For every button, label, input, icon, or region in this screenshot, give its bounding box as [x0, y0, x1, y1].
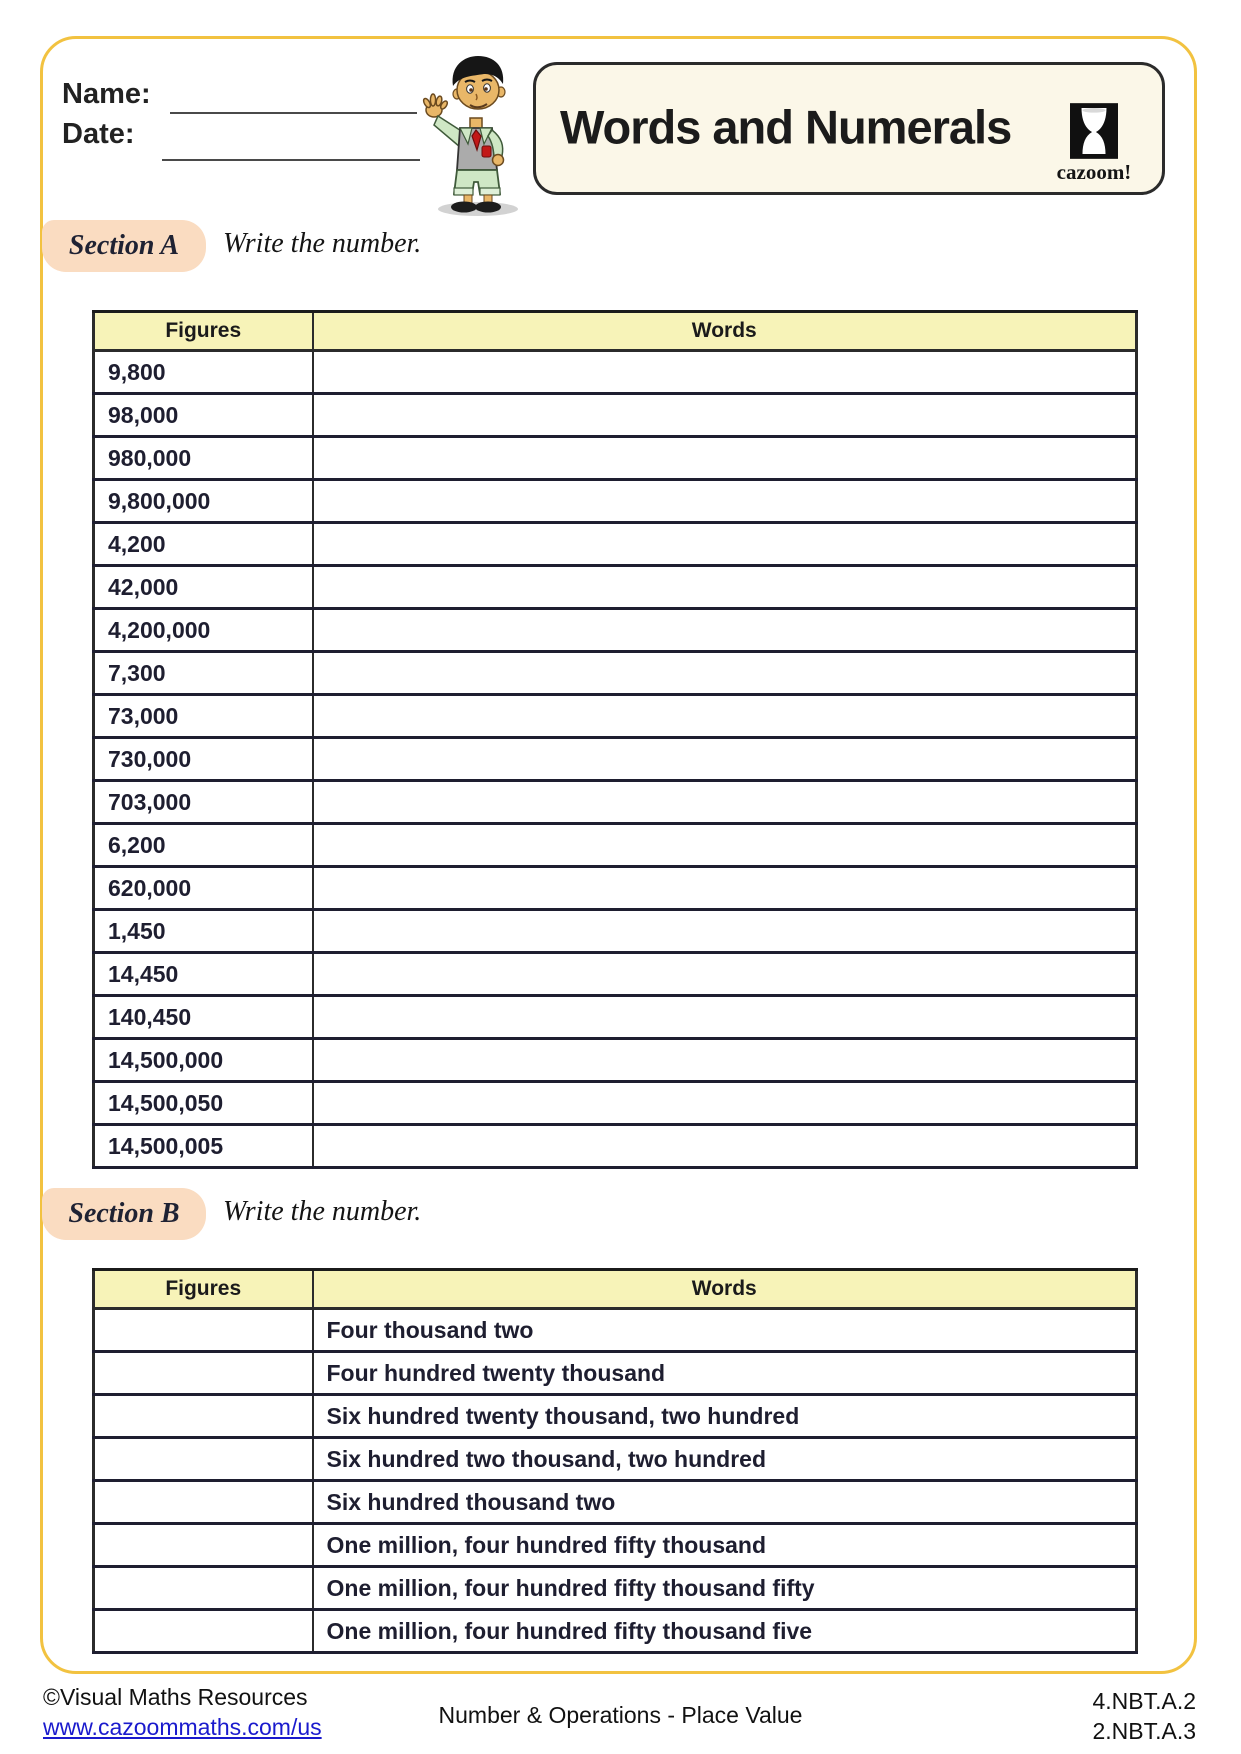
figures-cell[interactable]	[94, 1438, 313, 1481]
words-cell[interactable]	[313, 738, 1137, 781]
figures-cell: 14,450	[94, 953, 313, 996]
words-cell: Four thousand two	[313, 1309, 1137, 1352]
table-row	[94, 1567, 1137, 1610]
words-cell[interactable]	[313, 1082, 1137, 1125]
words-cell[interactable]	[313, 996, 1137, 1039]
section-a-table	[92, 310, 1138, 1169]
table-row	[94, 351, 1137, 394]
words-cell: Six hundred two thousand, two hundred	[313, 1438, 1137, 1481]
table-row	[94, 953, 1137, 996]
figures-cell[interactable]	[94, 1610, 313, 1653]
cazoom-goblet-icon	[1070, 103, 1118, 159]
figures-cell: 42,000	[94, 566, 313, 609]
section-a-label: Section A	[42, 220, 206, 272]
words-cell[interactable]	[313, 437, 1137, 480]
date-input-line[interactable]	[162, 159, 420, 161]
figures-cell: 9,800,000	[94, 480, 313, 523]
figures-cell[interactable]	[94, 1524, 313, 1567]
table-row	[94, 1524, 1137, 1567]
words-cell[interactable]	[313, 566, 1137, 609]
section-b-label: Section B	[42, 1188, 206, 1240]
words-cell[interactable]	[313, 824, 1137, 867]
table-row	[94, 523, 1137, 566]
words-cell[interactable]	[313, 652, 1137, 695]
table-row	[94, 781, 1137, 824]
table-row	[94, 867, 1137, 910]
section-b-table	[92, 1268, 1138, 1654]
figures-cell: 730,000	[94, 738, 313, 781]
words-cell[interactable]	[313, 351, 1137, 394]
figures-cell[interactable]	[94, 1481, 313, 1524]
figures-column-header: Figures	[94, 1270, 313, 1309]
words-cell[interactable]	[313, 1039, 1137, 1082]
figures-cell: 703,000	[94, 781, 313, 824]
figures-cell[interactable]	[94, 1352, 313, 1395]
table-row	[94, 1309, 1137, 1352]
figures-cell: 9,800	[94, 351, 313, 394]
words-cell: Four hundred twenty thousand	[313, 1352, 1137, 1395]
table-row	[94, 1395, 1137, 1438]
words-cell[interactable]	[313, 480, 1137, 523]
name-label: Name:	[62, 78, 151, 110]
table-row	[94, 910, 1137, 953]
words-cell[interactable]	[313, 910, 1137, 953]
standard-code: 4.NBT.A.2	[1092, 1688, 1196, 1714]
words-cell[interactable]	[313, 781, 1137, 824]
figures-cell[interactable]	[94, 1395, 313, 1438]
words-cell[interactable]	[313, 523, 1137, 566]
name-input-line[interactable]	[170, 112, 417, 114]
words-column-header: Words	[313, 312, 1137, 351]
title-box	[533, 62, 1165, 195]
words-cell[interactable]	[313, 953, 1137, 996]
words-cell: Six hundred thousand two	[313, 1481, 1137, 1524]
section-a-table-body	[94, 351, 1137, 1168]
figures-cell: 73,000	[94, 695, 313, 738]
figures-cell: 140,450	[94, 996, 313, 1039]
figures-cell: 6,200	[94, 824, 313, 867]
words-cell: One million, four hundred fifty thousand five	[313, 1610, 1137, 1653]
cazoom-logo	[1054, 103, 1134, 185]
table-row	[94, 1039, 1137, 1082]
table-row	[94, 738, 1137, 781]
table-row	[94, 1082, 1137, 1125]
table-row	[94, 1352, 1137, 1395]
figures-cell: 1,450	[94, 910, 313, 953]
date-label: Date:	[62, 118, 135, 150]
words-cell: One million, four hundred fifty thousand fifty	[313, 1567, 1137, 1610]
page-title: Words and Numerals	[560, 99, 1012, 153]
figures-cell: 980,000	[94, 437, 313, 480]
words-cell: Six hundred twenty thousand, two hundred	[313, 1395, 1137, 1438]
figures-cell: 14,500,000	[94, 1039, 313, 1082]
words-cell[interactable]	[313, 1125, 1137, 1168]
footer-topic-title: Number & Operations - Place Value	[438, 1702, 803, 1728]
cazoommaths-link[interactable]: www.cazoommaths.com/us	[43, 1714, 322, 1740]
table-row	[94, 394, 1137, 437]
words-cell[interactable]	[313, 609, 1137, 652]
words-column-header: Words	[313, 1270, 1137, 1309]
table-row	[94, 695, 1137, 738]
figures-cell: 7,300	[94, 652, 313, 695]
table-header-row	[94, 312, 1137, 351]
section-a-instruction: Write the number.	[223, 228, 422, 259]
words-cell: One million, four hundred fifty thousand	[313, 1524, 1137, 1567]
words-cell[interactable]	[313, 695, 1137, 738]
figures-cell[interactable]	[94, 1309, 313, 1352]
figures-cell: 14,500,050	[94, 1082, 313, 1125]
standard-code: 2.NBT.A.3	[1092, 1718, 1196, 1744]
table-row	[94, 566, 1137, 609]
figures-cell: 4,200,000	[94, 609, 313, 652]
cazoom-logo-text: cazoom!	[1056, 160, 1132, 184]
copyright-text: ©Visual Maths Resources	[43, 1684, 308, 1710]
table-row	[94, 437, 1137, 480]
cartoon-boy-illustration	[420, 48, 524, 218]
table-row	[94, 652, 1137, 695]
figures-cell[interactable]	[94, 1567, 313, 1610]
words-cell[interactable]	[313, 867, 1137, 910]
table-row	[94, 1125, 1137, 1168]
figures-cell: 98,000	[94, 394, 313, 437]
table-row	[94, 824, 1137, 867]
figures-cell: 14,500,005	[94, 1125, 313, 1168]
table-row	[94, 480, 1137, 523]
table-row	[94, 996, 1137, 1039]
section-b-instruction: Write the number.	[223, 1196, 422, 1227]
words-cell[interactable]	[313, 394, 1137, 437]
figures-column-header: Figures	[94, 312, 313, 351]
figures-cell: 620,000	[94, 867, 313, 910]
figures-cell: 4,200	[94, 523, 313, 566]
section-b-table-body	[94, 1309, 1137, 1653]
table-header-row	[94, 1270, 1137, 1309]
table-row	[94, 1438, 1137, 1481]
standards-codes	[1092, 1686, 1196, 1746]
table-row	[94, 1481, 1137, 1524]
table-row	[94, 609, 1137, 652]
table-row	[94, 1610, 1137, 1653]
